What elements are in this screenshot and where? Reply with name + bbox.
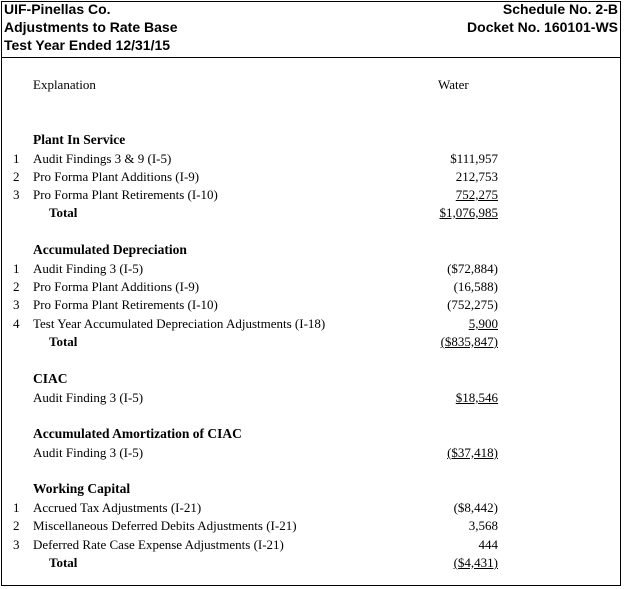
row-label: Pro Forma Plant Retirements (I-10) [33, 297, 218, 312]
section-title-working-capital: Working Capital [33, 481, 131, 496]
test-year: Test Year Ended 12/31/15 [4, 37, 171, 53]
total-label: Total [49, 334, 78, 349]
row-label: Accrued Tax Adjustments (I-21) [33, 500, 202, 515]
row-number: 1 [13, 500, 20, 515]
row-number: 4 [13, 316, 20, 331]
row-label: Pro Forma Plant Additions (I-9) [33, 169, 200, 184]
row-label: Audit Finding 3 (I-5) [33, 445, 144, 460]
table-row [0, 297, 624, 315]
row-value: (752,275) [447, 297, 498, 312]
section-title-ciac: CIAC [33, 371, 68, 386]
row-number: 3 [13, 537, 20, 552]
table-row [0, 279, 624, 297]
row-label: Pro Forma Plant Additions (I-9) [33, 279, 200, 294]
total-label: Total [49, 205, 78, 220]
row-number: 1 [13, 261, 20, 276]
total-row [0, 555, 624, 573]
row-value: $18,546 [455, 390, 498, 405]
company-name: UIF-Pinellas Co. [4, 1, 111, 17]
row-number: 3 [13, 297, 20, 312]
table-row [0, 169, 624, 187]
row-label: Audit Finding 3 (I-5) [33, 390, 144, 405]
column-header-water: Water [438, 77, 469, 92]
total-value: ($4,431) [453, 555, 498, 570]
row-label: Pro Forma Plant Retirements (I-10) [33, 187, 218, 202]
row-number: 1 [13, 151, 20, 166]
total-row [0, 205, 624, 223]
row-label: Audit Finding 3 (I-5) [33, 261, 144, 276]
row-value: 752,275 [455, 187, 498, 202]
row-value: $111,957 [450, 151, 498, 166]
row-number: 2 [13, 518, 20, 533]
section-title-accumulated-amortization-ciac: Accumulated Amortization of CIAC [33, 426, 242, 441]
row-label: Miscellaneous Deferred Debits Adjustments (I-21) [33, 518, 297, 533]
total-value: $1,076,985 [439, 205, 498, 220]
row-label: Audit Findings 3 & 9 (I-5) [33, 151, 172, 166]
docket-number: Docket No. 160101-WS [467, 19, 618, 35]
row-number: 2 [13, 279, 20, 294]
row-value: 3,568 [468, 518, 498, 533]
row-value: ($8,442) [453, 500, 498, 515]
row-value: ($37,418) [447, 445, 498, 460]
header-divider [1, 57, 621, 58]
table-row [0, 261, 624, 279]
row-value: (16,588) [453, 279, 498, 294]
row-number: 2 [13, 169, 20, 184]
table-row [0, 151, 624, 169]
section-title-plant-in-service: Plant In Service [33, 132, 126, 147]
total-value: ($835,847) [440, 334, 498, 349]
row-label: Test Year Accumulated Depreciation Adjustments (I-18) [33, 316, 326, 331]
total-label: Total [49, 555, 78, 570]
row-value: ($72,884) [447, 261, 498, 276]
table-row [0, 316, 624, 334]
table-row [0, 445, 624, 463]
table-row [0, 500, 624, 518]
row-value: 5,900 [468, 316, 498, 331]
column-header-explanation: Explanation [33, 77, 96, 92]
total-row [0, 334, 624, 352]
row-number: 3 [13, 187, 20, 202]
row-value: 444 [478, 537, 498, 552]
section-title-accumulated-depreciation: Accumulated Depreciation [33, 242, 187, 257]
schedule-title: Adjustments to Rate Base [4, 19, 178, 35]
row-label: Deferred Rate Case Expense Adjustments (I-21) [33, 537, 284, 552]
row-value: 212,753 [455, 169, 498, 184]
table-row [0, 390, 624, 408]
table-row [0, 187, 624, 205]
table-row [0, 518, 624, 536]
schedule-number: Schedule No. 2-B [502, 1, 618, 17]
table-row [0, 537, 624, 555]
